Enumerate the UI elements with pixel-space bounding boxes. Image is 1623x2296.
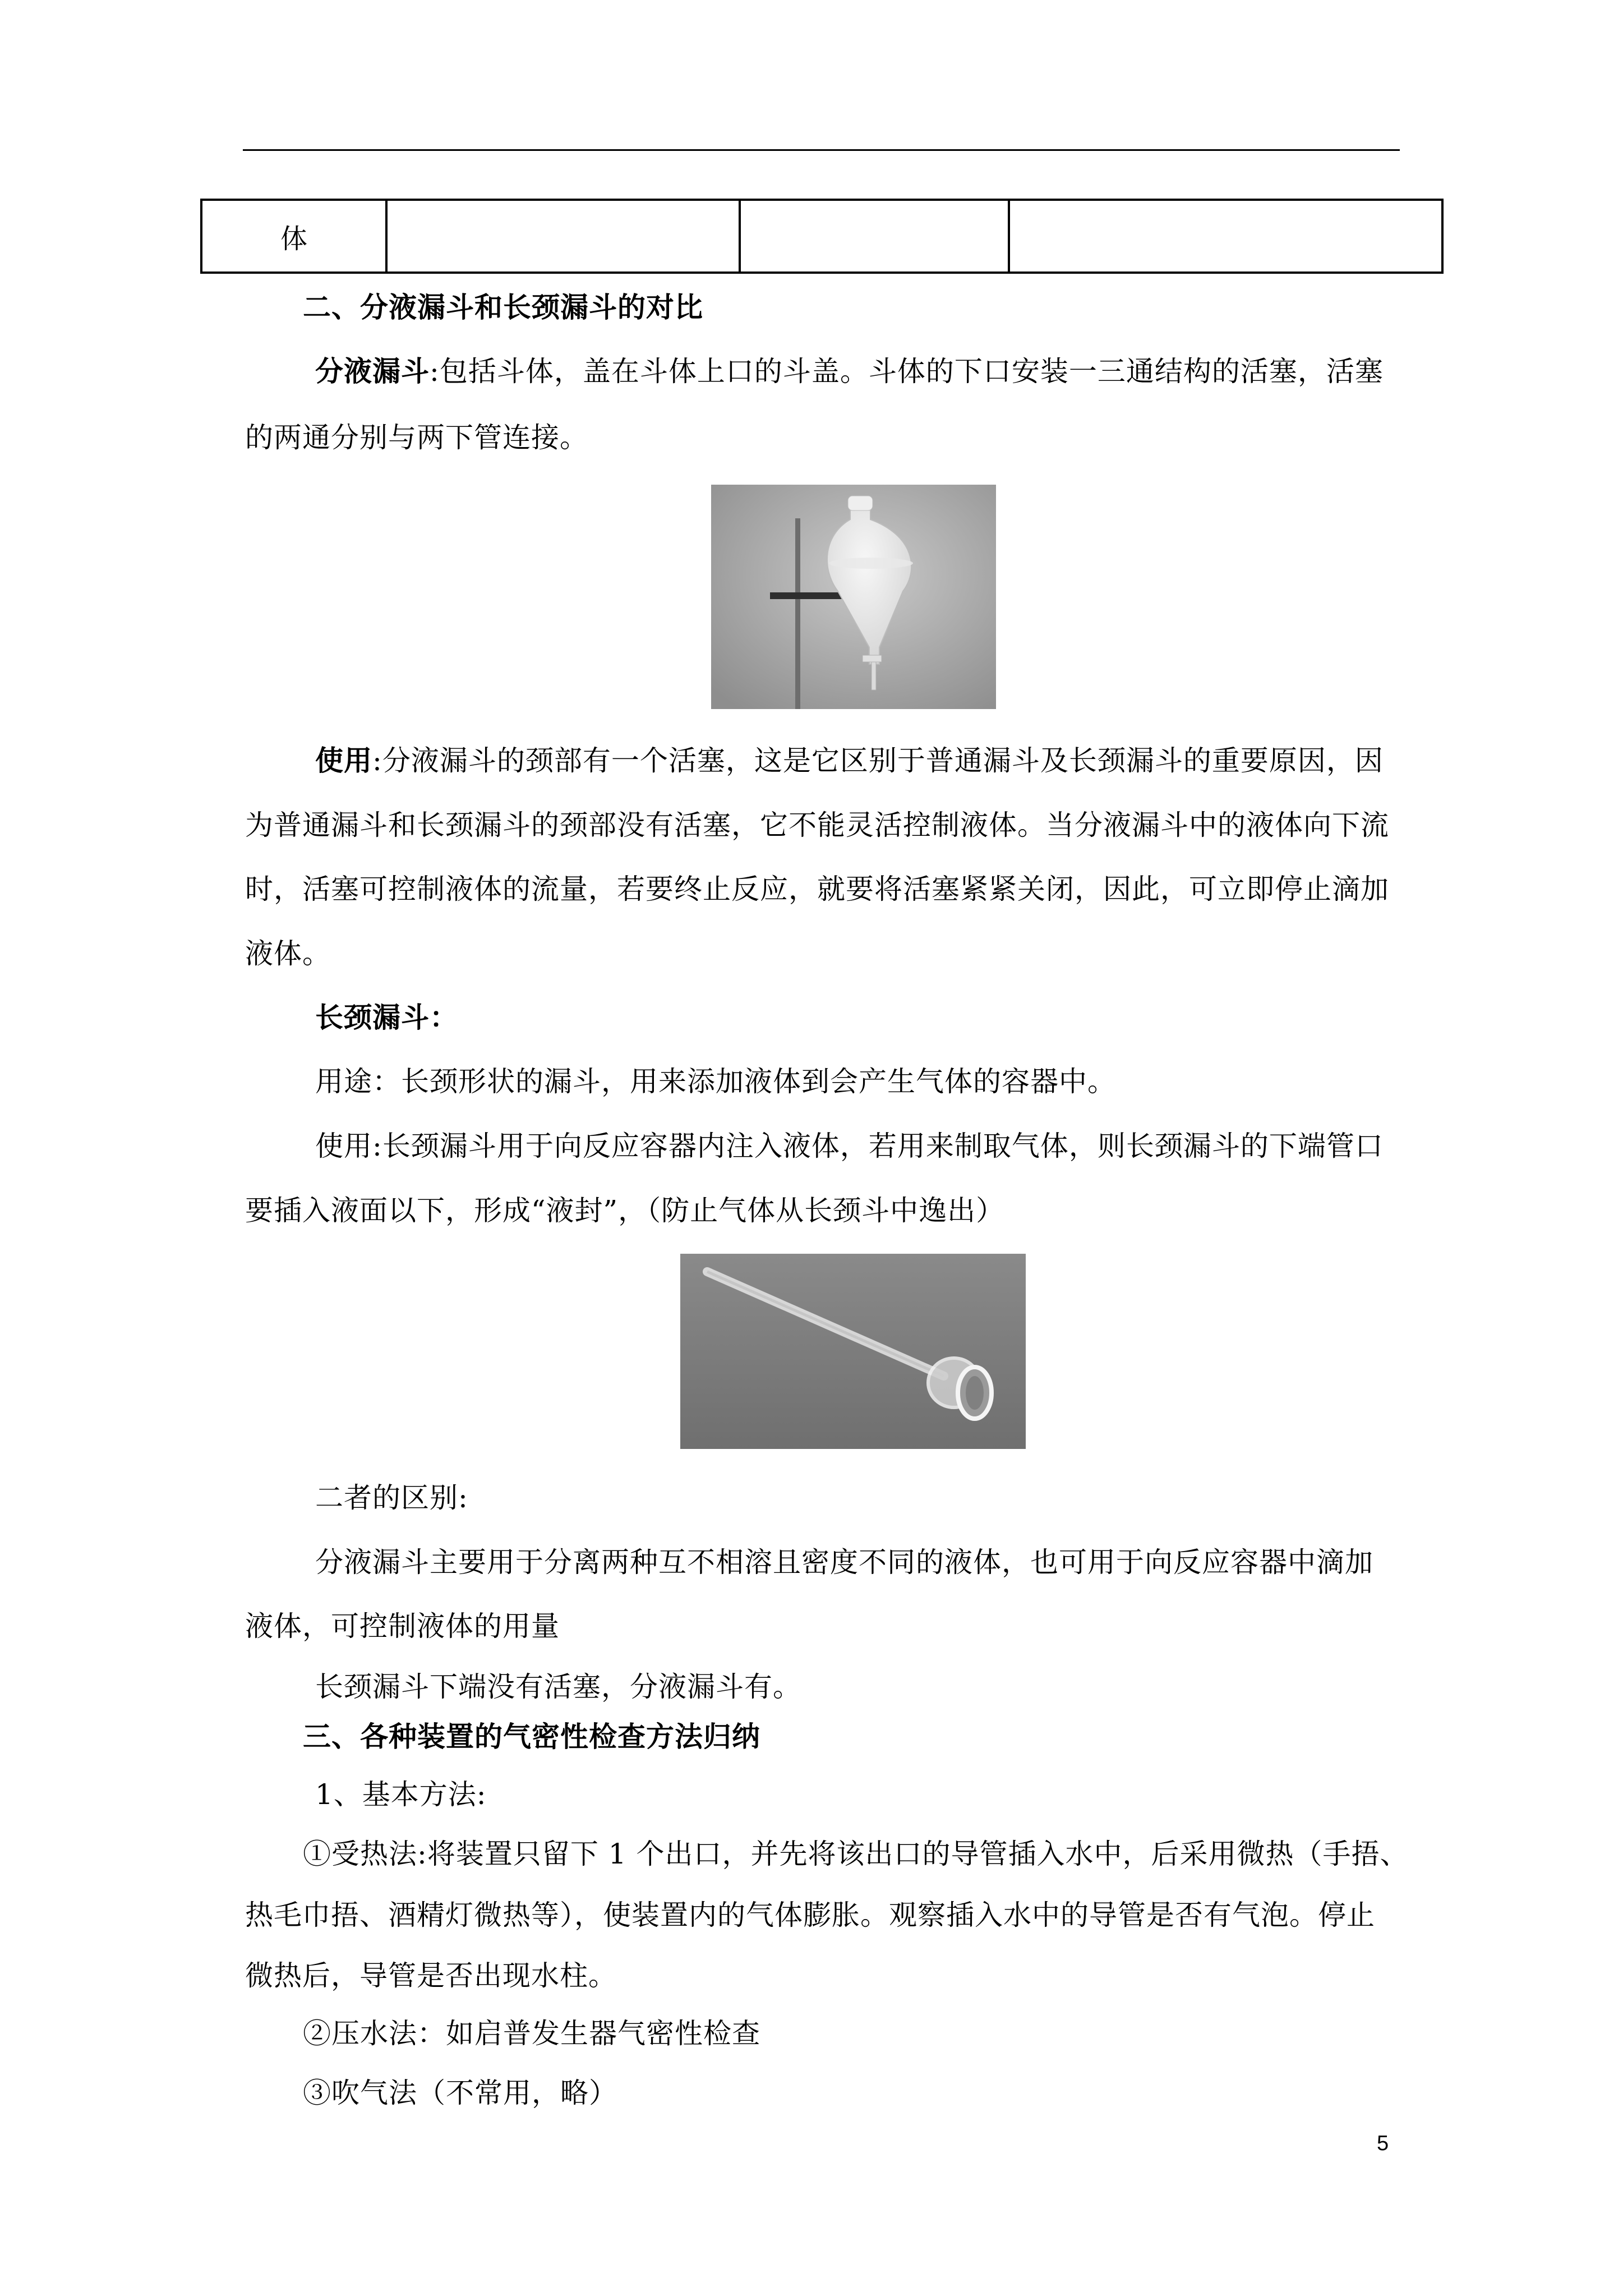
paragraph-line: 微热后，导管是否出现水柱。	[245, 1959, 617, 1992]
paragraph-line: 分液漏斗主要用于分离两种互不相溶且密度不同的液体，也可用于向反应容器中滴加	[315, 1546, 1373, 1579]
term: 使用	[315, 744, 372, 777]
section-heading: 二、分液漏斗和长颈漏斗的对比	[303, 291, 703, 324]
text: :分液漏斗的颈部有一个活塞，这是它区别于普通漏斗及长颈漏斗的重要原因，因	[372, 744, 1384, 777]
paragraph-line: 1、基本方法:	[315, 1778, 487, 1811]
paragraph-line: 液体。	[245, 937, 331, 970]
paragraph-line: 液体，可控制液体的用量	[245, 1610, 560, 1642]
separatory-funnel-photo	[711, 485, 996, 709]
paragraph-line: 时，活塞可控制液体的流量，若要终止反应，就要将活塞紧紧关闭，因此，可立即停止滴加	[245, 873, 1389, 905]
table-cell	[1009, 200, 1442, 273]
long-neck-funnel-photo	[680, 1254, 1026, 1449]
paragraph-line: ②压水法：如启普发生器气密性检查	[303, 2017, 760, 2050]
table-fragment	[200, 199, 1444, 274]
paragraph-line: ③吹气法（不常用，略）	[303, 2077, 617, 2109]
term: 分液漏斗	[315, 355, 430, 388]
page-number: 5	[1377, 2132, 1389, 2155]
subheading: 长颈漏斗：	[315, 1001, 458, 1034]
table-cell: 体	[201, 200, 386, 273]
paragraph-line: 使用:长颈漏斗用于向反应容器内注入液体，若用来制取气体，则长颈漏斗的下端管口	[315, 1130, 1384, 1162]
paragraph-line: 热毛巾捂、酒精灯微热等），使装置内的气体膨胀。观察插入水中的导管是否有气泡。停止	[245, 1899, 1375, 1931]
text: :包括斗体，盖在斗体上口的斗盖。斗体的下口安装一三通结构的活塞，活塞	[430, 355, 1384, 388]
paragraph-line: 要插入液面以下，形成“液封”，（防止气体从长颈斗中逸出）	[245, 1194, 1005, 1227]
table-cell	[386, 200, 740, 273]
paragraph-line: ①受热法:将装置只留下 1 个出口，并先将该出口的导管插入水中，后采用微热（手捂、	[303, 1838, 1409, 1870]
table-row	[201, 200, 1442, 273]
paragraph-line: 的两通分别与两下管连接。	[245, 421, 588, 454]
paragraph-line: 用途：长颈形状的漏斗，用来添加液体到会产生气体的容器中。	[315, 1065, 1116, 1098]
paragraph-line	[315, 355, 1459, 388]
paragraph-line	[315, 744, 1459, 777]
section-heading: 三、各种装置的气密性检查方法归纳	[303, 1720, 760, 1753]
paragraph-line: 二者的区别:	[315, 1481, 468, 1514]
table-cell	[740, 200, 1009, 273]
paragraph-line: 为普通漏斗和长颈漏斗的颈部没有活塞，它不能灵活控制液体。当分液漏斗中的液体向下流	[245, 809, 1389, 841]
header-rule	[243, 149, 1400, 151]
paragraph-line: 长颈漏斗下端没有活塞，分液漏斗有。	[315, 1671, 801, 1703]
